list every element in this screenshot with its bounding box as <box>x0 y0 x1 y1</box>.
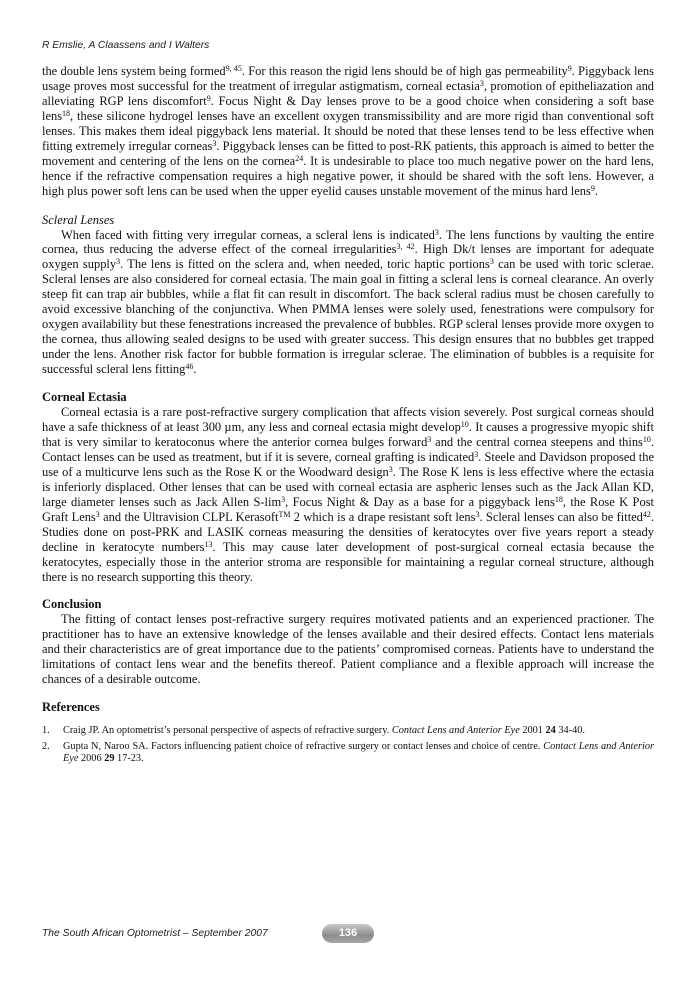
citation-superscript: 3 <box>434 227 439 237</box>
citation-superscript: 42 <box>642 509 651 519</box>
citation-superscript: 3, 42 <box>396 242 415 252</box>
paragraph-conclusion: The fitting of contact lenses post-refractive surgery requires motivated patients and an experienced practioner. The practitioner has to have an extensive knowledge of the lenses available and their desired effects. Contact lens materials and their characteristics are of great importance due to the patients’ compromised corneas. Patients have to understand the limitations of contact lens wear and the benefits thereof. Patient compliance and a flexible approach will increase the chances of a desirable outcome. <box>42 612 654 687</box>
citation-superscript: 46 <box>185 362 194 372</box>
paragraph-scleral-lenses: When faced with fitting very irregular corneas, a scleral lens is indicated$^3$. The lens functions by vaulting the entire cornea, thus reducing the adverse effect of the corneal irregularities$^{3, 42}$. High Dk/t lenses are important for adequate oxygen supply$^3$. The lens is fitted on the sclera and, when needed, toric haptic portions$^3$ can be used with toric sclerae. Scleral lenses are also considered for corneal ectasia. The main goal in fitting a scleral lens is corneal clearance. An overly steep fit can trap air bubbles, while a flat fit can result in discomfort. The back scleral radius must be chosen carefully to avoid excessive blanching of the conjunctiva. When PMMA lenses were solely used, fenestrations were compulsory for oxygen availability but these fenestrations increased the prevalence of bubbles. RGP scleral lenses provide more oxygen to the cornea, thus allowing sealed designs to be used with greater success. This design ensures that no bubbles get trapped under the lens. Another risk factor for bubble formation is irregular sclerae. The elimination of bubbles is a requisite for successful scleral lens fitting$^{46}$. <box>42 227 654 377</box>
paragraph-corneal-ectasia: Corneal ectasia is a rare post-refractive surgery complication that affects vision severely. Post surgical corneas should have a safe thickness of at least 300 µm, any less and corneal ectasia might develop$^{10}$. It causes a progressive myopic shift that is very similar to keratoconus where the anterior cornea bulges forward$^3$ and the central cornea steepens and thins$^{10}$. Contact lenses can be used as treatment, but if it is severe, corneal grafting is indicated$^3$. Steele and Davidson proposed the use of a multicurve lens such as the Rose K or the Woodward design$^3$. The Rose K lens is less effective where the ectasia is inferiorly displaced. Other lenses that can be used with corneal ectasia are aspheric lenses such as the Jack Allan KD, large diameter lenses such as Jack Allen $S-\lim^3$, Focus Night & Day as a base for a piggyback lens$^{18}$, the Rose K Post Graft Lens$^3$ and the Ultravision CLPL Kerasoft™ 2 which is a drape resistant soft lens$^3$. Scleral lenses can also be fitted$^{42}$. Studies done on post-PRK and LASIK corneas measuring the densities of keratocytes over five years report a steady decline in keratocyte numbers$^{13}$. This may cause later development of post-surgical corneal ectasia because the keratocytes, especially those in the anterior stroma are responsible for maintaining a regular corneal structure, although there is no research supporting this theory. <box>42 405 655 584</box>
citation-superscript: 9 <box>206 93 211 103</box>
citation-superscript: 3 <box>489 257 494 267</box>
citation-superscript: 9, 45 <box>225 64 242 73</box>
reference-journal: Contact Lens and Anterior Eye <box>63 740 654 764</box>
reference-year: 2006 <box>78 752 105 764</box>
citation-superscript: 9 <box>567 64 572 73</box>
citation-superscript: 10 <box>642 434 651 444</box>
citation-superscript: 13 <box>204 539 213 549</box>
citation-superscript: 3 <box>281 494 286 504</box>
citation-superscript: 3 <box>212 138 217 148</box>
citation-superscript: 3 <box>116 257 121 267</box>
reference-number: 2. <box>42 740 50 752</box>
citation-superscript: 9 <box>590 183 595 193</box>
citation-superscript: 3 <box>388 464 393 474</box>
reference-journal: Contact Lens and Anterior Eye <box>391 725 520 737</box>
reference-pages: 17-23. <box>114 752 144 764</box>
citation-superscript: 3 <box>479 78 484 88</box>
citation-superscript: 18 <box>554 494 563 504</box>
heading-conclusion: Conclusion <box>42 597 102 612</box>
heading-corneal-ectasia: Corneal Ectasia <box>42 390 127 405</box>
reference-pages: 34-40. <box>555 725 585 737</box>
reference-list <box>42 725 654 765</box>
reference-number: 1. <box>42 725 50 737</box>
reference-item <box>42 725 654 737</box>
reference-text: Craig JP. An optometrist’s personal perspective of aspects of refractive surgery. <box>63 725 392 737</box>
citation-superscript: 3 <box>474 449 479 459</box>
citation-superscript: 24 <box>295 153 304 163</box>
subheading-scleral-lenses: Scleral Lenses <box>42 212 115 227</box>
citation-superscript: TM <box>278 509 291 519</box>
citation-superscript: 18 <box>62 108 71 118</box>
citation-superscript: 3 <box>427 434 432 444</box>
citation-superscript: 3 <box>95 509 100 519</box>
reference-year: 2001 <box>519 725 546 737</box>
paragraph-piggyback: the double lens system being formed$^{9, 45}$. For this reason the rigid lens should be of high gas permeability$^9$. Piggyback lens usage proves most successful for the treatment of irregular astigmatism, corneal ectasia$^3$, promotion of epitheliazation and alleviating RGP lens discomfort$^9$. Focus Night & Day lenses prove to be a good choice when considering a soft base lens$^{18}$, these silicone hydrogel lenses have an excellent oxygen transmissibility and are more rigid than conventional soft lenses. This makes them ideal piggyback lens material. It should be noted that these lenses tend to be less effective when fitting extremely irregular corneas$^3$. Piggyback lenses can be fitted to post-RK patients, this approach is aimed to better the movement and centering of the lens on the cornea$^{24}$. It is undesirable to place too much negative power on the hard lens, hence if the refractive compensation requires a high negative power, it should be shared with the soft lens. However, a high plus power soft lens can be used when the upper eyelid causes unstable movement of the minus hard lens$^9$. <box>42 64 655 198</box>
footer-journal-title: The South African Optometrist – September 2007 <box>42 928 268 939</box>
citation-superscript: 10 <box>460 419 469 429</box>
heading-references: References <box>42 700 100 715</box>
reference-text: Gupta N, Naroo SA. Factors influencing patient choice of refractive surgery or contact lenses and choice of centre. <box>63 740 544 752</box>
reference-volume: 29 <box>104 752 115 764</box>
reference-volume: 24 <box>545 725 556 737</box>
article-body <box>42 64 654 768</box>
page-number-badge: 136 <box>322 924 374 943</box>
citation-superscript: 3 <box>475 509 480 519</box>
reference-item <box>42 741 654 766</box>
running-header-authors: R Emslie, A Claassens and I Walters <box>42 40 210 51</box>
